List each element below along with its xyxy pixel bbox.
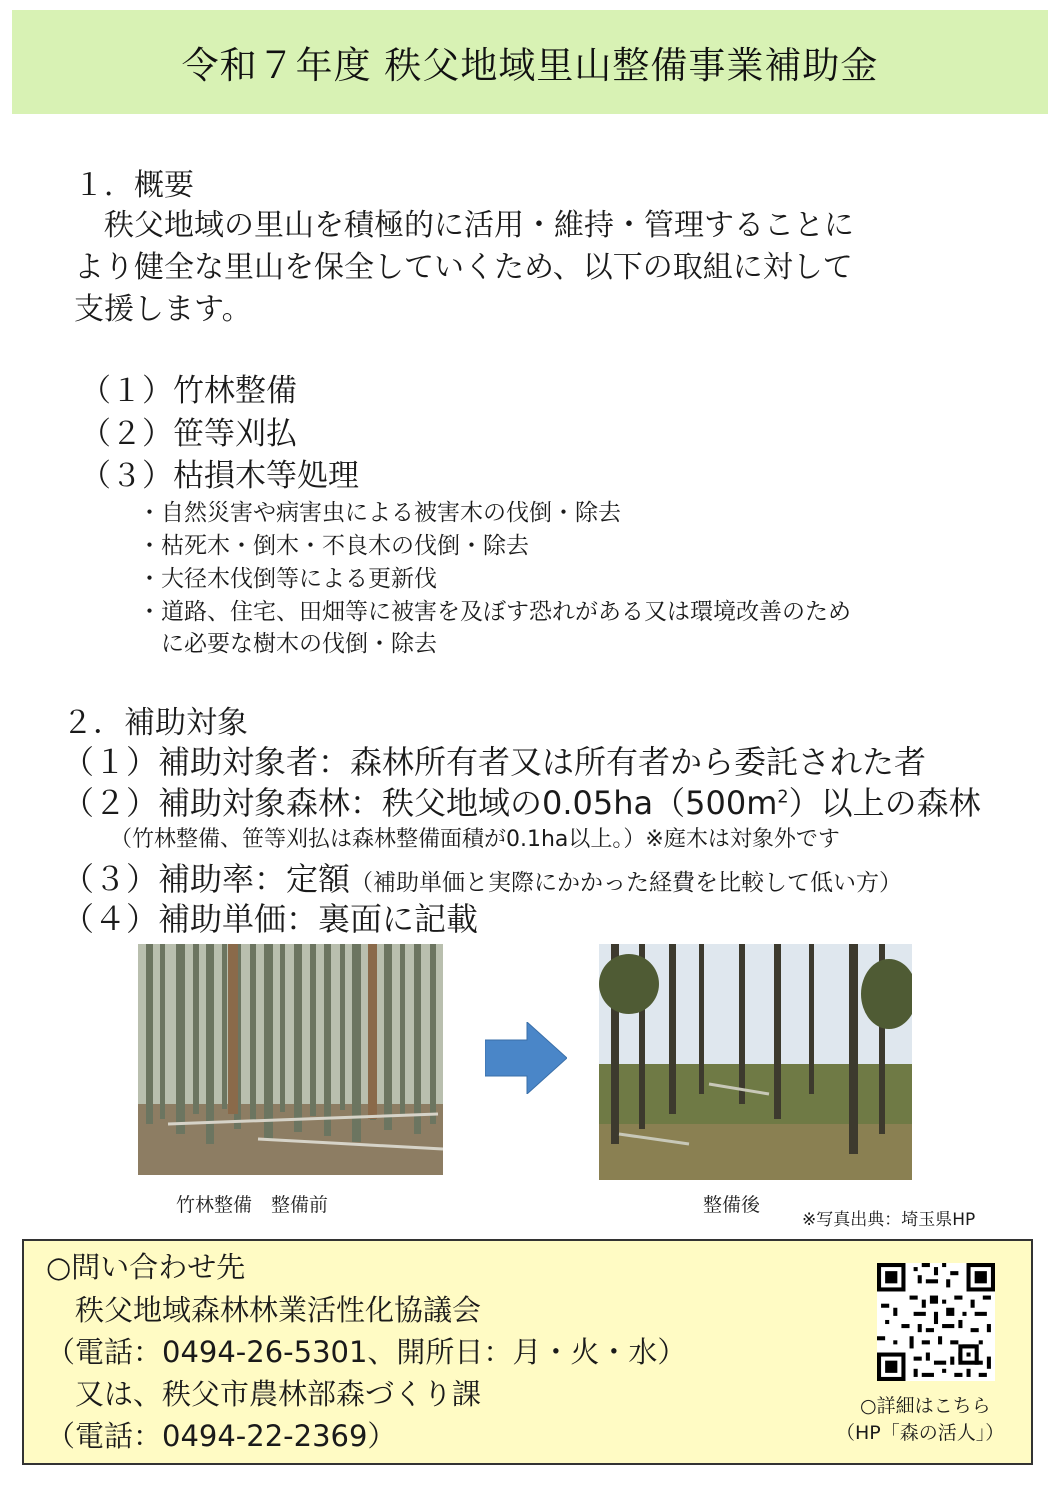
section2-item-2: （２）補助対象森林：秩父地域の$0.05ha(500m^2)$以上の森林	[62, 784, 981, 822]
contact-org-2: 又は、秩父市農林部森づくり課	[46, 1377, 482, 1411]
photo-after-caption: 整備後	[703, 1194, 761, 1216]
section2-item-1: （１）補助対象者：森林所有者又は所有者から委託された者	[62, 743, 927, 781]
qr-code[interactable]	[877, 1263, 995, 1381]
photo-before-caption: 竹林整備 整備前	[176, 1194, 329, 1216]
section1-item-2: （２）笹等刈払	[80, 416, 297, 452]
photo-credit: ※写真出典：埼玉県HP	[802, 1210, 976, 1230]
contact-tel-1: （電話：0494-26-5301、開所日：月・火・水）	[46, 1335, 687, 1369]
section1-paragraph-line-3: 支援します。	[74, 292, 252, 327]
bullet-3: ・大径木伐倒等による更新伐	[138, 566, 437, 592]
section2-item-2-note: （竹林整備、笹等刈払は森林整備面積が0.1ha以上。）※庭木は対象外です	[110, 827, 840, 852]
bullet-1: ・自然災害や病害虫による被害木の伐倒・除去	[138, 500, 621, 526]
section1-heading: １．概要	[74, 168, 194, 203]
contact-heading: ○問い合わせ先	[46, 1250, 246, 1284]
contact-box	[22, 1239, 1033, 1465]
bullet-4: ・道路、住宅、田畑等に被害を及ぼす恐れがある又は環境改善のため	[138, 599, 851, 625]
section2-item-3: （３）補助率：定額（補助単価と実際にかかった経費を比較して低い方）	[62, 860, 903, 898]
page-title: 令和７年度 秩父地域里山整備事業補助金	[181, 44, 879, 87]
qr-caption-2: （HP「森の活人」）	[836, 1422, 1005, 1444]
contact-org-1: 秩父地域森林林業活性化協議会	[46, 1293, 482, 1327]
section1-paragraph-line-2: より健全な里山を保全していくため、以下の取組に対して	[74, 250, 853, 285]
photo-after	[599, 944, 912, 1180]
bullet-2: ・枯死木・倒木・不良木の伐倒・除去	[138, 533, 529, 559]
bullet-4-continued: に必要な樹木の伐倒・除去	[138, 631, 437, 657]
section1-item-1: （１）竹林整備	[80, 373, 297, 409]
contact-tel-2: （電話：0494-22-2369）	[46, 1419, 397, 1453]
section1-paragraph-line-1: 秩父地域の里山を積極的に活用・維持・管理することに	[74, 208, 854, 243]
photo-before	[138, 944, 443, 1175]
arrow-right-icon	[485, 1022, 567, 1094]
section2-heading: ２．補助対象	[62, 705, 248, 741]
title-band	[12, 10, 1048, 114]
section2-item-4: （４）補助単価：裏面に記載	[62, 900, 479, 938]
qr-caption-1: ○詳細はこちら	[860, 1395, 991, 1417]
section1-item-3: （３）枯損木等処理	[80, 458, 359, 494]
